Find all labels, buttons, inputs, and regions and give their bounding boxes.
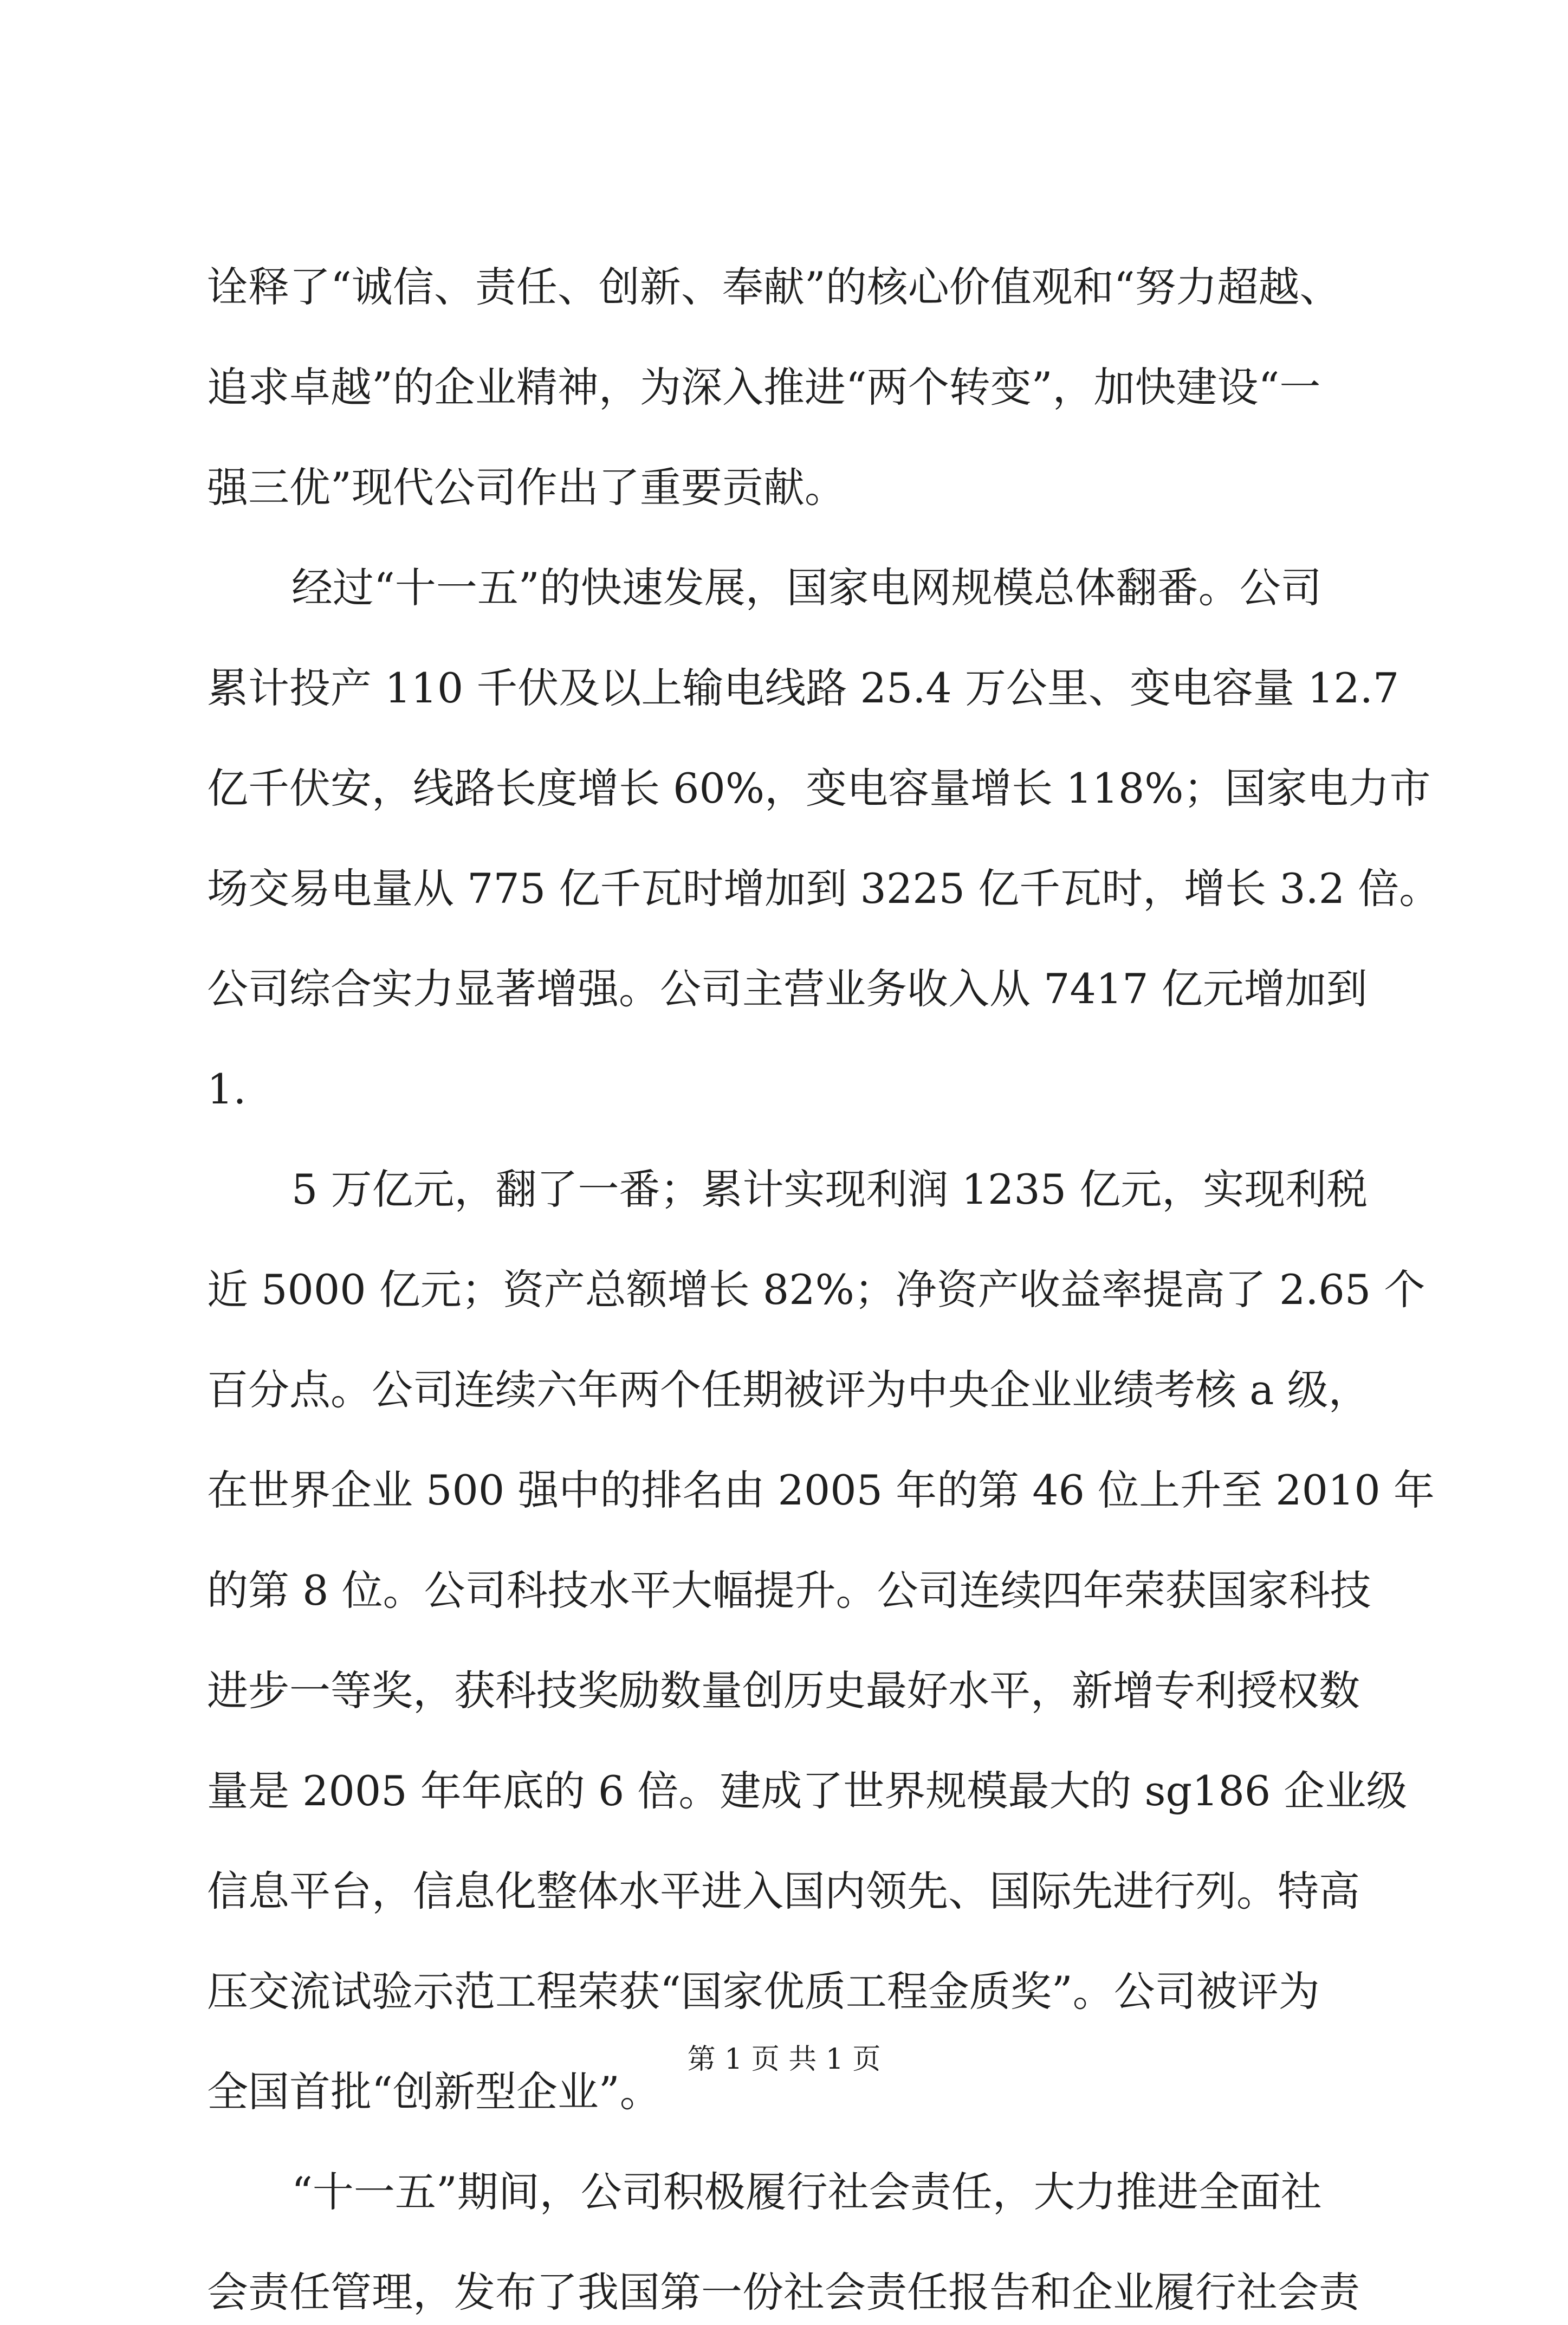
paragraph-start-line: 5 万亿元，翻了一番；累计实现利润 1235 亿元，实现利税	[291, 1165, 1368, 1213]
paragraph-start-line: 经过“十一五”的快速发展，国家电网规模总体翻番。公司	[291, 564, 1322, 612]
text-line: 信息平台，信息化整体水平进入国内领先、国际先进行列。特高	[207, 1867, 1360, 1915]
text-line: 场交易电量从 775 亿千瓦时增加到 3225 亿千瓦时，增长 3.2 倍。	[207, 864, 1441, 913]
text-line: 进步一等奖，获科技奖励数量创历史最好水平，新增专利授权数	[207, 1667, 1360, 1715]
page-number-footer: 第 1 页 共 1 页	[687, 2043, 881, 2076]
text-line: 强三优”现代公司作出了重要贡献。	[207, 463, 846, 512]
text-line: 量是 2005 年年底的 6 倍。建成了世界规模最大的 sg186 企业级	[207, 1767, 1408, 1815]
paragraph-start-line: “十一五”期间，公司积极履行社会责任，大力推进全面社	[291, 2168, 1322, 2216]
text-line: 百分点。公司连续六年两个任期被评为中央企业业绩考核 a 级，	[207, 1366, 1370, 1414]
text-line: 在世界企业 500 强中的排名由 2005 年的第 46 位上升至 2010 年	[207, 1466, 1435, 1514]
text-line: 诠释了“诚信、责任、创新、奉献”的核心价值观和“努力超越、	[207, 263, 1341, 311]
text-line: 近 5000 亿元；资产总额增长 82%；净资产收益率提高了 2.65 个	[207, 1265, 1426, 1314]
text-line: 会责任管理，发布了我国第一份社会责任报告和企业履行社会责	[207, 2268, 1360, 2316]
text-line: 公司综合实力显著增强。公司主营业务收入从 7417 亿元增加到	[207, 965, 1368, 1013]
text-line: 压交流试验示范工程荣获“国家优质工程金质奖”。公司被评为	[207, 1967, 1320, 2016]
text-line: 的第 8 位。公司科技水平大幅提升。公司连续四年荣获国家科技	[207, 1566, 1371, 1614]
text-line: 全国首批“创新型企业”。	[207, 2068, 661, 2116]
text-line: 亿千伏安，线路长度增长 60%，变电容量增长 118%；国家电力市	[207, 764, 1431, 812]
text-line: 累计投产 110 千伏及以上输电线路 25.4 万公里、变电容量 12.7	[207, 664, 1399, 712]
text-line: 追求卓越”的企业精神，为深入推进“两个转变”，加快建设“一	[207, 363, 1321, 411]
text-line: 1.	[207, 1065, 247, 1113]
